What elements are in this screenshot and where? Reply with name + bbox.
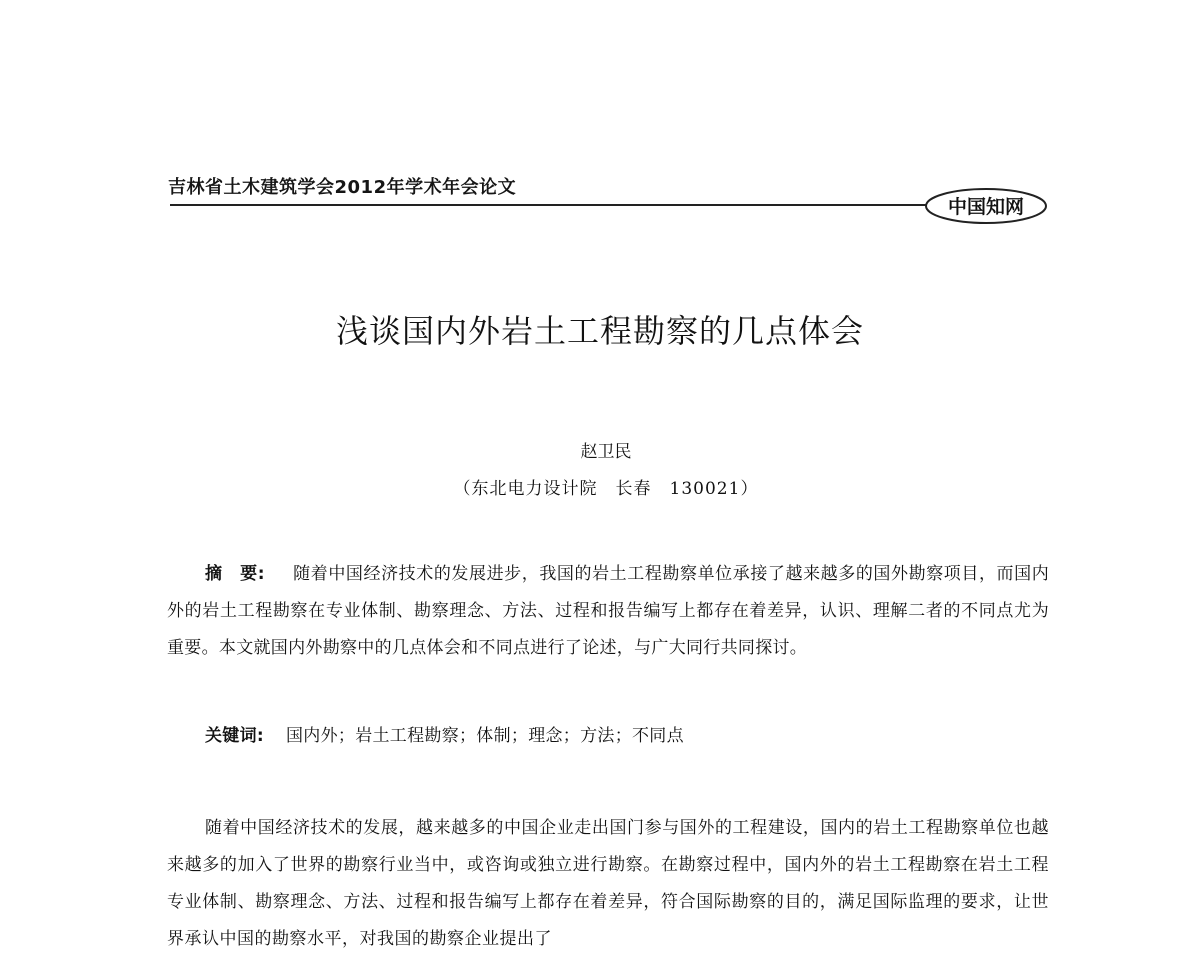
author-affiliation: （东北电力设计院 长春 130021） — [453, 479, 759, 499]
abstract — [167, 556, 1049, 667]
logo-text: 中国知网 — [947, 196, 1025, 218]
author-name: 赵卫民 — [580, 442, 632, 462]
abstract-label: 摘 要: — [205, 564, 265, 584]
keywords-label: 关键词: — [205, 726, 264, 746]
abstract-text: 随着中国经济技术的发展进步，我国的岩土工程勘察单位承接了越来越多的国外勘察项目，而国内外的岩土工程勘察在专业体制、勘察理念、方法、过程和报告编写上都存在着差异，认识、理解二者的不同点尤为重要。本文就国内外勘察中的几点体会和不同点进行了论述，与广大同行共同探讨。 — [167, 564, 1049, 658]
keywords-text: 国内外；岩土工程勘察；体制；理念；方法；不同点 — [286, 726, 684, 746]
cnki-logo — [924, 187, 1048, 225]
header-rule — [170, 204, 928, 206]
paper-title: 浅谈国内外岩土工程勘察的几点体会 — [335, 312, 864, 350]
body-paragraph: 随着中国经济技术的发展，越来越多的中国企业走出国门参与国外的工程建设，国内的岩土工程勘察单位也越来越多的加入了世界的勘察行业当中，或咨询或独立进行勘察。在勘察过程中，国内外的岩土工程勘察在岩土工程专业体制、勘察理念、方法、过程和报告编写上都存在着差异，符合国际勘察的目的，满足国际监理的要求，让世界承认中国的勘察水平，对我国的勘察企业提出了 — [167, 818, 1049, 949]
keywords — [167, 718, 1049, 755]
running-header: 吉林省土木建筑学会2012年学术年会论文 — [168, 177, 517, 198]
